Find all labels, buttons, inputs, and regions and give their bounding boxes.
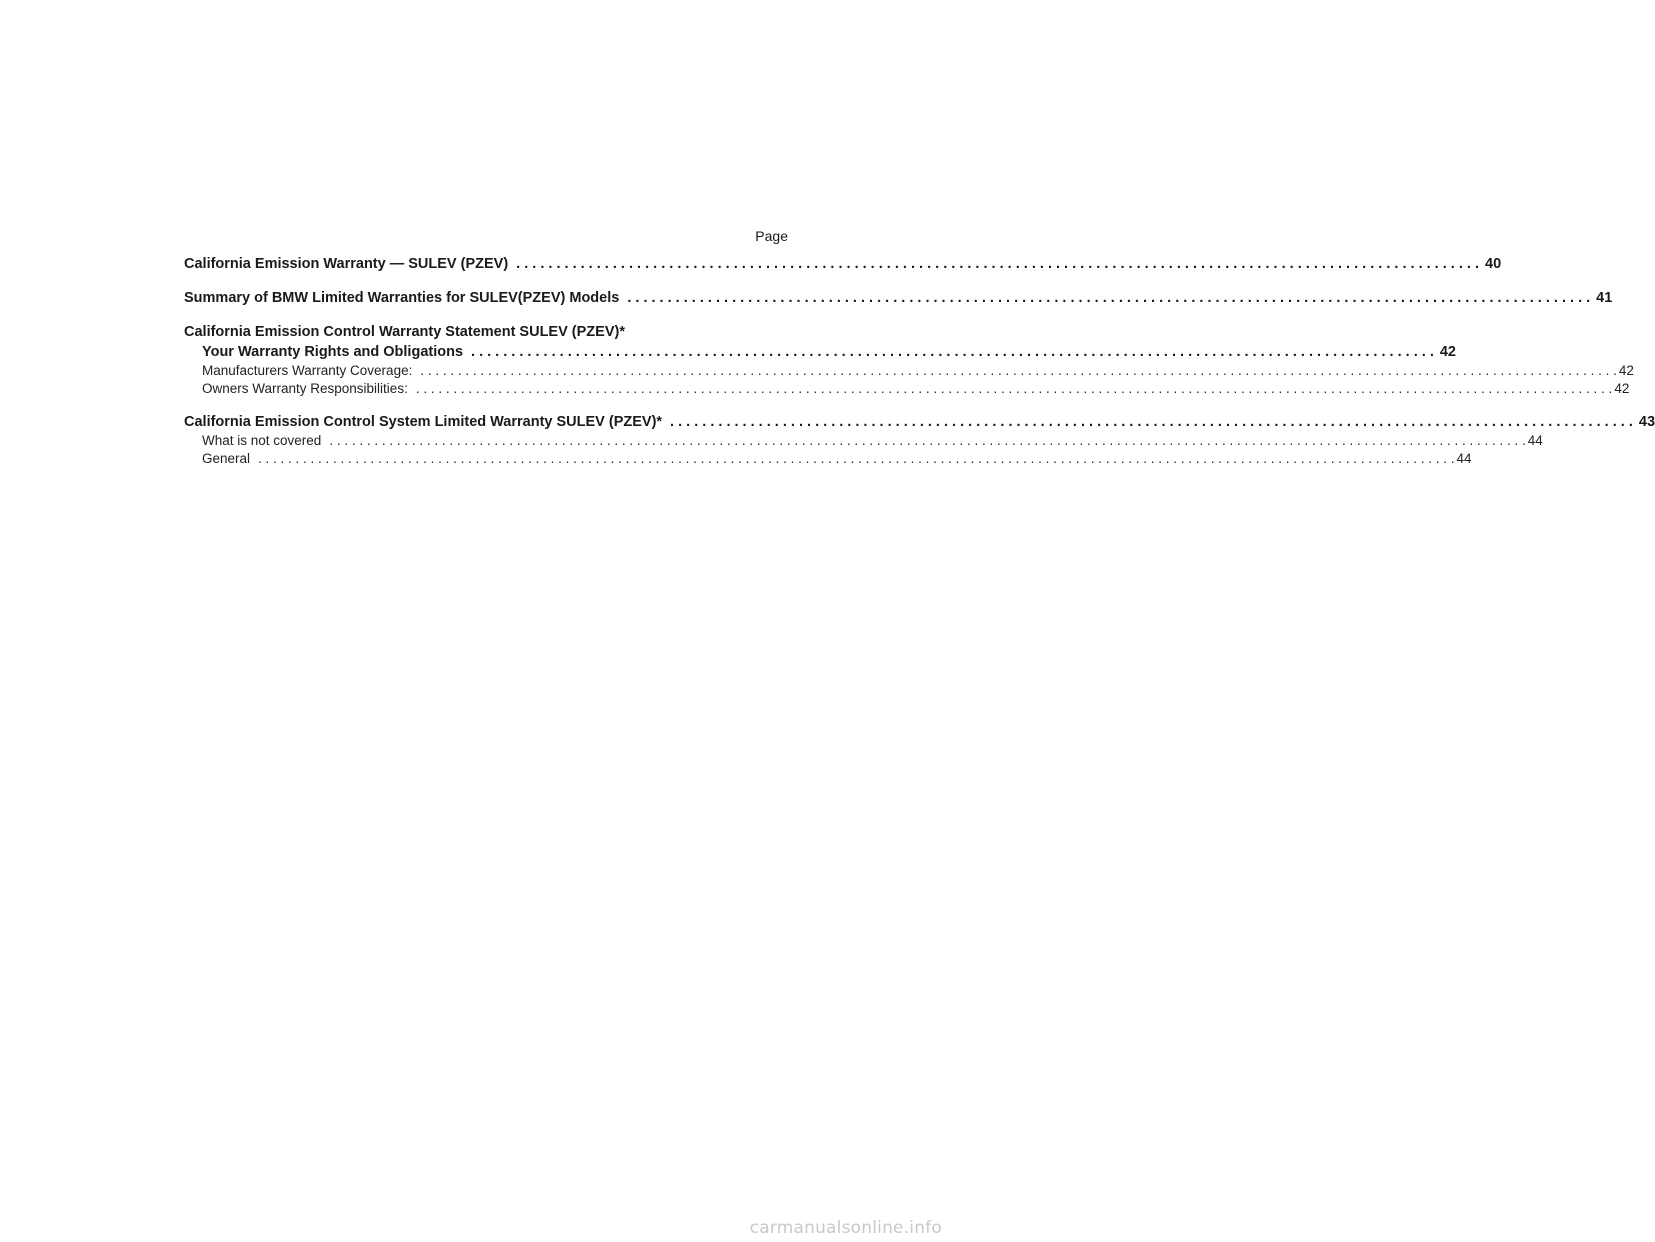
toc-subentry-title: What is not covered [202,433,322,448]
toc-entry[interactable] [184,254,1502,274]
toc-group-emission-warranty [184,254,1502,274]
toc-entry[interactable] [184,342,1456,362]
dot-leader: . . . . . . . . . . . . . . . . . . . . . . . . . . . . . . . . . . . . . . . . . . . . . . . . . . . . . . . . . . . . . . . . . . . . . . . . . . . . . . . . . . . . . . . . . . . . . . . . . . . . . . . . . . . . . . . . . . . . . . . . [471,344,1434,360]
toc-entry-page: 42 [1439,344,1456,360]
toc-group-limited-warranties [184,288,1613,308]
toc-entry[interactable] [184,412,1655,432]
toc-group-system-limited-warranty [184,412,1655,468]
toc-subentry-page: 44 [1456,451,1472,466]
toc-subentry-title: Owners Warranty Responsibilities: [202,381,408,396]
toc-subentry-page: 42 [1614,381,1630,396]
toc-group-warranty-statement [184,322,1634,398]
toc-entry-title: California Emission Control System Limited Warranty SULEV (PZEV)* [184,414,663,430]
dot-leader: . . . . . . . . . . . . . . . . . . . . . . . . . . . . . . . . . . . . . . . . . . . . . . . . . . . . . . . . . . . . . . . . . . . . . . . . . . . . . . . . . . . . . . . . . . . . . . . . . . . . . . . . . . . . . . . . . . . . . . . . [670,414,1633,430]
table-of-contents [184,226,1655,482]
dot-leader: . . . . . . . . . . . . . . . . . . . . . . . . . . . . . . . . . . . . . . . . . . . . . . . . . . . . . . . . . . . . . . . . . . . . . . . . . . . . . . . . . . . . . . . . . . . . . . . . . . . . . . . . . . . . . . . . . . . . . . . . [516,256,1479,272]
toc-subentry-page: 44 [1527,433,1543,448]
toc-entry-title: Summary of BMW Limited Warranties for SULEV(PZEV) Models [184,290,620,306]
toc-subentry[interactable] [184,450,1472,468]
dot-leader: . . . . . . . . . . . . . . . . . . . . . . . . . . . . . . . . . . . . . . . . . . . . . . . . . . . . . . . . . . . . . . . . . . . . . . . . . . . . . . . . . . . . . . . . . . . . . . . . . . . . . . . . . . . . . . . . . . . . . . . . . . . . . . . . . . . . . . . . . . . . . . . . . . . . . . . . . . . . . . . . [420,363,1617,378]
toc-entry-heading: California Emission Control Warranty Statement SULEV (PZEV)* [184,324,625,340]
toc-subentry-title: General [202,451,251,466]
toc-entry-page: 40 [1485,256,1502,272]
toc-entry-page: 41 [1596,290,1613,306]
toc-subentry[interactable] [184,432,1543,450]
toc-subentry-title: Manufacturers Warranty Coverage: [202,363,413,378]
dot-leader: . . . . . . . . . . . . . . . . . . . . . . . . . . . . . . . . . . . . . . . . . . . . . . . . . . . . . . . . . . . . . . . . . . . . . . . . . . . . . . . . . . . . . . . . . . . . . . . . . . . . . . . . . . . . . . . . . . . . . . . . . . . . . . . . . . . . . . . . . . . . . . . . . . . . . . . . . . . . . . . . [415,381,1613,396]
toc-subentry[interactable] [184,362,1634,380]
toc-subentry[interactable] [184,380,1630,398]
watermark: carmanualsonline.info [749,1218,942,1238]
dot-leader: . . . . . . . . . . . . . . . . . . . . . . . . . . . . . . . . . . . . . . . . . . . . . . . . . . . . . . . . . . . . . . . . . . . . . . . . . . . . . . . . . . . . . . . . . . . . . . . . . . . . . . . . . . . . . . . . . . . . . . . . . . . . . . . . . . . . . . . . . . . . . . . . . . . . . . . . . . . . . . . . [329,433,1526,448]
page-column-heading: Page [755,228,788,244]
dot-leader: . . . . . . . . . . . . . . . . . . . . . . . . . . . . . . . . . . . . . . . . . . . . . . . . . . . . . . . . . . . . . . . . . . . . . . . . . . . . . . . . . . . . . . . . . . . . . . . . . . . . . . . . . . . . . . . . . . . . . . . . . . . . . . . . . . . . . . . . . . . . . . . . . . . . . . . . . . . . . . . . [258,451,1455,466]
toc-entry-title: California Emission Warranty — SULEV (PZEV) [184,256,509,272]
toc-entry[interactable] [184,288,1613,308]
toc-entry-page: 43 [1638,414,1655,430]
dot-leader: . . . . . . . . . . . . . . . . . . . . . . . . . . . . . . . . . . . . . . . . . . . . . . . . . . . . . . . . . . . . . . . . . . . . . . . . . . . . . . . . . . . . . . . . . . . . . . . . . . . . . . . . . . . . . . . . . . . . . . . . [627,290,1591,306]
toc-entry-title: Your Warranty Rights and Obligations [202,344,464,360]
toc-subentry-page: 42 [1618,363,1634,378]
